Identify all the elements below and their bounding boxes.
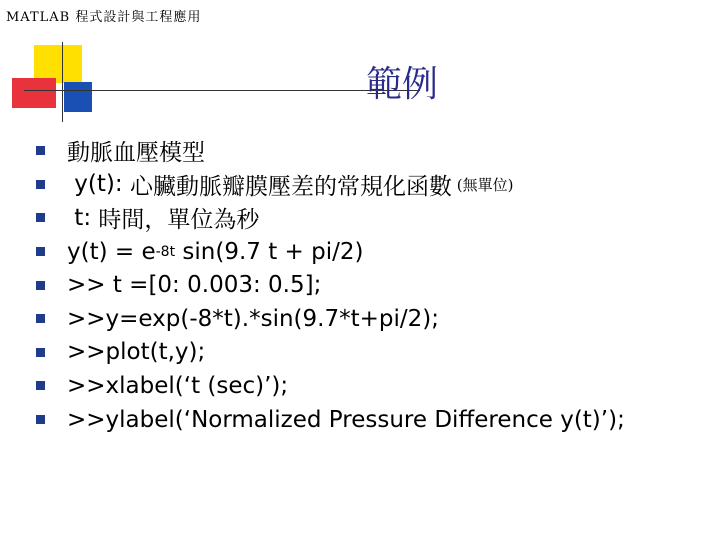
bullet-prefix: y(t): — [67, 171, 130, 198]
square-bullet-icon — [36, 146, 45, 155]
square-bullet-icon — [36, 213, 45, 222]
list-item — [36, 302, 625, 336]
code-line: >>y=exp(-8*t).*sin(9.7*t+pi/2); — [67, 305, 439, 332]
bullet-text: 時間，單位為秒 — [98, 207, 260, 234]
list-item — [36, 336, 625, 370]
list-item — [36, 168, 625, 202]
code-line: >>xlabel(‘t (sec)’); — [67, 372, 289, 399]
square-bullet-icon — [36, 381, 45, 390]
list-item — [36, 268, 625, 302]
list-item — [36, 369, 625, 403]
list-item — [36, 134, 625, 168]
code-line: >>plot(t,y); — [67, 339, 206, 366]
formula-suffix: sin(9.7 t + pi/2) — [175, 238, 364, 265]
square-bullet-icon — [36, 247, 45, 256]
list-item: y(t) = e -8t sin(9.7 t + pi/2) — [36, 235, 625, 269]
slide-title: 範例 — [365, 64, 438, 105]
square-bullet-icon — [36, 314, 45, 323]
bullet-text: 動脈血壓模型 — [67, 140, 205, 167]
square-bullet-icon — [36, 180, 45, 189]
code-line: >>ylabel(‘Normalized Pressure Difference y(t)’); — [67, 406, 625, 433]
square-bullet-icon — [36, 281, 45, 290]
code-line: >> t =[0: 0.003: 0.5]; — [67, 272, 322, 299]
list-item — [36, 201, 625, 235]
bullet-text: 心臟動脈瓣膜壓差的常規化函數 — [129, 173, 452, 200]
square-bullet-icon — [36, 348, 45, 357]
square-bullet-icon — [36, 415, 45, 424]
formula-prefix: y(t) = e — [67, 238, 156, 265]
bullet-list — [36, 134, 625, 436]
bullet-note: (無單位) — [451, 175, 514, 194]
list-item — [36, 403, 625, 437]
slide-header: MATLAB 程式設計與工程應用 — [6, 10, 202, 25]
bullet-prefix: t: — [67, 204, 99, 231]
